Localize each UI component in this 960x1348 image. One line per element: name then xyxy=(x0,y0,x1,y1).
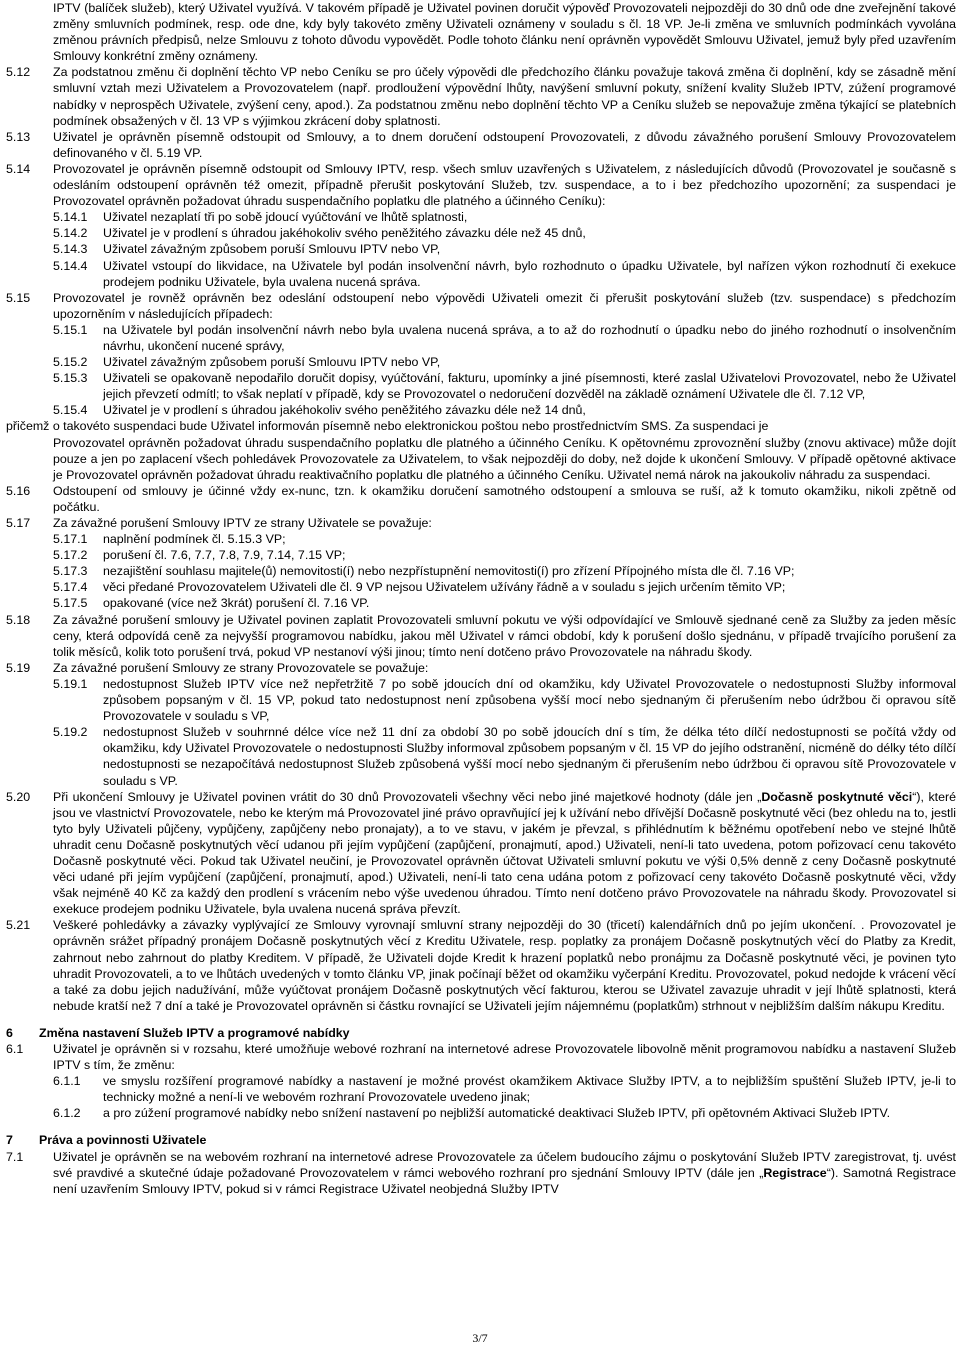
clause-5-15-2 xyxy=(53,354,956,370)
clause-text: Za závažné porušení Smlouvy IPTV ze strany Uživatele se považuje: xyxy=(53,516,432,530)
clause-text: Za závažné porušení Smlouvy ze strany Provozovatele se považuje: xyxy=(53,660,429,675)
clause-number: 5.17.5 xyxy=(53,596,88,611)
clause-5-14-4 xyxy=(53,258,956,290)
clause-5-14-3 xyxy=(53,241,956,257)
clause-number: 5.14.2 xyxy=(53,226,88,241)
clause-number: 7.1 xyxy=(6,1149,24,1164)
clause-number: 5.12 xyxy=(6,65,31,80)
clause-5-14-2 xyxy=(53,225,956,241)
clause-5-16 xyxy=(6,483,956,515)
section-heading-7 xyxy=(6,1132,956,1148)
clause-number: 6.1.2 xyxy=(53,1106,81,1121)
clause-number: 6.1 xyxy=(6,1042,24,1056)
clause-text: nezajištění souhlasu majitele(ů) nemovitosti(í) nebo nezpřístupnění nemovitosti(í) pro zřízení Přípojného místa dle čl. 7.16 VP; xyxy=(103,564,795,579)
clause-number: 5.16 xyxy=(6,483,31,498)
clause-5-15-1 xyxy=(53,322,956,354)
clause-6-1-2 xyxy=(53,1105,956,1121)
clause-5-14-1 xyxy=(53,209,956,225)
clause-5-18 xyxy=(6,612,956,660)
clause-number: 5.13 xyxy=(6,129,31,144)
clause-number: 5.17.3 xyxy=(53,564,88,579)
clause-text: ve smyslu rozšíření programové nabídky a nastavení je možné provést okamžikem Aktivace Služby IPTV, a to nejbližším spuštění Služeb IPTV, je-li to technicky možné a není-li ve webovém rozhraní Provozovatele uvedeno jinak; xyxy=(103,1074,956,1105)
clause-text: naplnění podmínek čl. 5.15.3 VP; xyxy=(103,532,286,547)
clause-5-15-tail-rest: Provozovatel oprávněn požadovat úhradu suspendačního poplatku dle platného a účinného Ceníku. K opětovnému zprovoznění služby (znovu aktivace) může dojít pouze a jen po zaplacení všech pohledávek Provozovatele za Uživatelem, to však nejpozději do doby, než dojde k ukončení Smlouvy. V případě opětovné aktivace je Provozovatel oprávněn požadovat úhradu reaktivačního poplatku dle platného a účinného Ceníku. Uživatel nemá nárok na jakoukoliv náhradu za suspendaci. xyxy=(53,435,956,482)
clause-5-17-1 xyxy=(53,531,956,547)
clause-5-13 xyxy=(6,129,956,161)
clause-number: 5.19 xyxy=(6,660,31,675)
clause-5-15 xyxy=(6,290,956,322)
clause-number: 5.19.1 xyxy=(53,676,88,691)
clause-text: opakované (více než 3krát) porušení čl. 7.16 VP. xyxy=(103,596,370,611)
clause-number: 5.18 xyxy=(6,612,31,627)
clause-6-1 xyxy=(6,1041,956,1073)
document-page xyxy=(6,0,956,1197)
clause-number: 5.20 xyxy=(6,789,31,804)
clause-text: nedostupnost Služeb v souhrnné délce více než 11 dní za období 30 po sobě jdoucích dní s tím, že délka této dílčí nedostupnosti se počítá vždy od okamžiku, kdy Uživatel Provozovatele o nedostupnosti Služby informoval způsobem popsaným v čl. 15 VP do jejího odstranění, nicméně do délky této dílčí nedostupnosti se nezapočítává nedostupnost Služeb způsobená vyšší mocí nebo sjednaným či přerušením nebo údržbou či opravou sítě Provozovatele v souladu s VP. xyxy=(103,725,956,788)
clause-text: Uživatel závažným způsobem poruší Smlouvu IPTV nebo VP, xyxy=(103,355,441,370)
clause-text-start: Při ukončení Smlouvy je Uživatel povinen vrátit do 30 dnů Provozovateli všechny věci nebo jiné majetkové hodnoty (dále jen „ xyxy=(53,789,762,804)
clause-number: 5.17.2 xyxy=(53,548,88,563)
clause-text xyxy=(53,789,956,918)
clause-5-20 xyxy=(6,789,956,918)
clause-number: 5.21 xyxy=(6,918,31,933)
clause-text-start: Uživatel je oprávněn se na webovém rozhraní na internetové adrese Provozovatele za účelem budoucího zájmu o poskytování Služeb IPTV zaregistrovat, tj. uvést své pravdivé a skutečné údaje požadované Provozovatelem v rámci webového rozhraní pro sjednání Smlouvy IPTV (dále jen „ xyxy=(53,1149,956,1180)
clause-text: Uživatel nezaplatí tři po sobě jdoucí vyúčtování ve lhůtě splatnosti, xyxy=(103,210,468,225)
clause-5-12 xyxy=(6,64,956,128)
clause-text: Uživateli se opakovaně nepodařilo doručit dopisy, vyúčtování, fakturu, upomínky a jiné písemnosti, které zaslal Uživatelovi Provozovatel, nebo že Uživatel jejich převzetí odmítl; to však neplatí v případě, kdy se Provozovatel o nedoručení dozvěděl na základě oznámení Uživatele dle čl. 7.12 VP, xyxy=(103,371,956,402)
clause-text-end: “). Samotná Registrace není uzavřením Smlouvy IPTV, pokud si v rámci Registrace Uživatel neobjedná Služby IPTV xyxy=(53,1165,956,1196)
clause-text xyxy=(53,1149,956,1197)
section-title: Práva a povinnosti Uživatele xyxy=(39,1133,207,1148)
clause-5-17-5 xyxy=(53,595,956,611)
clause-5-14 xyxy=(6,161,956,209)
clause-text: Uživatel je oprávněn písemně odstoupit od Smlouvy, a to dnem doručení odstoupení Provozovateli, z důvodu závažného porušení Smlouvy Provozovatelem definovaného v čl. 5.19 VP. xyxy=(53,129,956,160)
clause-5-19 xyxy=(6,660,956,676)
clause-text: Provozovatel je oprávněn písemně odstoupit od Smlouvy IPTV, resp. všech smluv uzavřených s Uživatelem, z následujících důvodů (Provozovatel je současně s odesláním odstoupení oprávněn též omezit, případně přerušit poskytování Služeb, tzv. suspendace, a to i bez předchozího upozornění; za suspendaci je Provozovatel oprávněn požadovat úhradu suspendačního poplatku dle platného a účinného Ceníku): xyxy=(53,161,956,209)
page-number: 3/7 xyxy=(472,1331,488,1345)
clause-5-15-tail-first: přičemž o takovéto suspendaci bude Uživatel informován písemně nebo elektronickou poštou nebo prostřednictvím SMS. Za suspendaci je xyxy=(6,419,769,434)
section-number: 6 xyxy=(6,1025,13,1040)
clause-number: 5.15.1 xyxy=(53,322,88,337)
clause-number: 5.15.3 xyxy=(53,371,88,386)
section-number: 7 xyxy=(6,1133,13,1148)
clause-5-17-3 xyxy=(53,563,956,579)
clause-number: 6.1.1 xyxy=(53,1074,81,1089)
clause-number: 5.14 xyxy=(6,161,31,176)
defined-term: Dočasně poskytnuté věci xyxy=(761,789,913,804)
clause-5-17-2 xyxy=(53,547,956,563)
clause-number: 5.19.2 xyxy=(53,725,88,740)
clause-6-1-1 xyxy=(53,1073,956,1105)
clause-number: 5.17 xyxy=(6,516,31,530)
clause-5-21 xyxy=(6,917,956,1014)
clause-text: Za podstatnou změnu či doplnění těchto VP nebo Ceníku se pro účely výpovědi dle předchozího článku považuje taková změna či doplnění, kdy se zásadně mění smluvní vztah mezi Uživatelem a Provozovatelem (např. prodloužení výpovědní lhůty, navýšení smluvní pokuty, snížení kvality Služeb IPTV, zúžení programové nabídky v neprospěch Uživatele, zvýšení ceny, apod.). Za podstatnou změnu nebo doplnění těchto VP a Ceníku služeb se nepovažuje změna týkající se platebních podmínek obsažených v čl. 13 VP s výjimkou zkrácení doby splatnosti. xyxy=(53,65,956,128)
section-title: Změna nastavení Služeb IPTV a programové nabídky xyxy=(39,1025,350,1040)
clause-text: Uživatel je v prodlení s úhradou jakéhokoliv svého peněžitého závazku déle než 45 dnů, xyxy=(103,226,586,241)
clause-5-17 xyxy=(6,515,956,531)
clause-5-19-2 xyxy=(53,724,956,788)
clause-text: porušení čl. 7.6, 7.7, 7.8, 7.9, 7.14, 7.15 VP; xyxy=(103,548,346,563)
defined-term: Registrace xyxy=(763,1165,827,1180)
clause-number: 5.14.3 xyxy=(53,242,88,257)
clause-text: Uživatel je v prodlení s úhradou jakéhokoliv svého peněžitého závazku déle než 14 dnů, xyxy=(103,403,586,418)
clause-text: na Uživatele byl podán insolvenční návrh nebo byla uvalena nucená správa, a to až do rozhodnutí o úpadku nebo do jiného rozhodnutí o insolvenčním návrhu, ukončení nucené správy, xyxy=(103,322,956,353)
clause-text: Uživatel závažným způsobem poruší Smlouvu IPTV nebo VP, xyxy=(103,242,441,257)
clause-text: Uživatel vstoupí do likvidace, na Uživatele byl podán insolvenční návrh, bylo rozhodnuto o úpadku Uživatele, byl nařízen výkon rozhodnutí či exekuce prodejem podniku Uživatele, byla uvalena nucená správa. xyxy=(103,258,956,289)
clause-number: 5.14.4 xyxy=(53,258,88,273)
clause-text: Za závažné porušení smlouvy je Uživatel povinen zaplatit Provozovateli smluvní pokutu ve výši odpovídající ve Smlouvě sjednané ceně za Služby za jeden měsíc ceny, která odpovídá ceně za nejvyšší programovou nabídku, jakou měl Uživatel v rámci období, kdy k porušení došlo sjednánu, v případě trvajícího porušení za tolik měsíců, kolik toto porušení trvá, pokud VP nestanoví výši jinou; tímto není dotčeno právo Provozovatele na náhradu škody. xyxy=(53,612,956,659)
clause-5-15-3 xyxy=(53,370,956,402)
clause-5-19-1 xyxy=(53,676,956,724)
clause-number: 5.15 xyxy=(6,290,31,305)
clause-text: Odstoupení od smlouvy je účinné vždy ex-nunc, tzn. k okamžiku doručení samotného odstoupení a smlouva se ruší, až k tomuto okamžiku, nikoli zpětně od počátku. xyxy=(53,483,956,514)
clause-number: 5.15.4 xyxy=(53,403,88,418)
clause-5-15-4 xyxy=(53,402,956,418)
clause-7-1 xyxy=(6,1149,956,1197)
clause-5-17-4 xyxy=(53,579,956,595)
clause-text: Veškeré pohledávky a závazky vyplývající ze Smlouvy vyrovnají smluvní strany nejpozději do 30 (třicetí) kalendářních dnů po jejím ukončení. . Provozovatel je oprávněn srážet případný pronájem Dočasně poskytnutých věcí z Kreditu Uživatele, resp. poplatky za pronájem Dočasně poskytnutých věcí do Platby za Kredit, zahrnout nebo zahrnout do platby Kreditem. V případě, že Uživateli dojde Kredit k hrazení poplatků nebo pronájmu za Dočasně poskytnuté věci, je povinen tyto uhradit Provozovateli, a to ve lhůtách uvedených v tomto článku VP, jinak počínají běžet od okamžiku vyčerpání Kreditu. Provozovatel, pokud nedojde k vrácení věcí a také za dobu jejich nadužívání, může vyúčtovat pronájem Dočasně poskytnutých věcí fakturou, kterou se Uživatel zavazuje uhradit v její lhůtě splatnosti, která nebude kratší než 7 dní a také je Provozovatel oprávněn si částku rovnající se Uživateli jejím nájemnému (poplatkům) strhnout v nejbližším dalším nákupu Kreditu. xyxy=(53,918,956,1013)
clause-text-end: “), které jsou ve vlastnictví Provozovatele, nebo ke kterým má Provozovatel jiné právo opravňující jej k užívání nebo dřívější Dočasně poskytnuté věci (bez ohledu na to, jestli tyto byly Uživateli půjčeny, vypůjčeny, zapůjčeny nebo pronajaty), a to ve stavu, v jakém je převzal, s přihlédnutím k běžnému opotřebení nebo ve stejné lhůtě uhradit cenu Dočasně poskytnutých věcí udanou při jejím vypůjčení (zapůjčení, pronajmutí, apod.) Uživateli, není-li tato uvedena, potom pořizovací cenu takovéto Dočasně poskytnuté věci. Pokud tak Uživatel neučiní, je Provozovatel oprávněn účtovat Uživateli smluvní pokutu ve výši 0,5% denně z ceny Dočasně poskytnuté věci udané při jejím vypůjčení (zapůjčení, pronajmutí, apod.) Uživateli, není-li tato cena udána potom z pořizovací ceny takovéto Dočasně poskytnuté věci, vždy však nejméně 40 Kč za každý den prodlení s vrácením nebo výše uvedenou úhradou. Tímto není dotčeno právo Provozovatele na náhradu škody. Provozovatel si exekuce prodejem podniku Uživatele, byla uvalena nucená správa převzít. xyxy=(53,789,957,917)
clause-number: 5.14.1 xyxy=(53,210,88,225)
paragraph-5-11-continued: IPTV (balíček služeb), který Uživatel využívá. V takovém případě je Uživatel povinen doručit výpověď Provozovateli nejpozději do 30 dnů ode dne zveřejnění takové změny smluvních podmínek, resp. ode dne, kdy byly takovéto změny Uživateli oznámeny v souladu s čl. 18 VP. Je-li změna ve smluvních podmínkách vyvolána změnou právních předpisů, nelze Smlouvu z tohoto důvodu vypovědět. Podle tohoto článku není oprávněn vypovědět Smlouvu Uživatel, jemuž byly před uzavřením Smlouvy konkrétní změny oznámeny. xyxy=(53,1,956,64)
clause-number: 5.17.4 xyxy=(53,580,88,595)
clause-text: Uživatel je oprávněn si v rozsahu, které umožňuje webové rozhraní na internetové adrese Provozovatele libovolně měnit programovou nabídku a nastavení Služeb IPTV s tím, že změnu: xyxy=(53,1042,956,1073)
section-heading-6 xyxy=(6,1025,956,1041)
clause-text: Provozovatel je rovněž oprávněn bez odeslání odstoupení nebo výpovědi Uživateli omezit či přerušit poskytování služeb (tzv. suspendace) s předchozím upozorněním v následujících případech: xyxy=(53,290,956,321)
clause-text: věci předané Provozovatelem Uživateli dle čl. 9 VP nejsou Uživatelem užívány řádně a v souladu s jejich určením těmito VP; xyxy=(103,580,786,595)
clause-number: 5.17.1 xyxy=(53,532,88,547)
clause-text: nedostupnost Služeb IPTV více než nepřetržitě 7 po sobě jdoucích dní od okamžiku, kdy Uživatel Provozovatele o nedostupnosti Služby informoval způsobem popsaným v čl. 15 VP, pokud tato nedostupnost není způsobena vyšší mocí nebo sjednaným či přerušením nebo údržbou či opravou sítě Provozovatele v souladu s VP, xyxy=(103,676,956,724)
clause-number: 5.15.2 xyxy=(53,355,88,370)
clause-text: a pro zúžení programové nabídky nebo snížení nastavení po nejbližší automatické deaktivaci Služeb IPTV, při opětovném Aktivaci Služeb IPTV. xyxy=(103,1106,891,1121)
